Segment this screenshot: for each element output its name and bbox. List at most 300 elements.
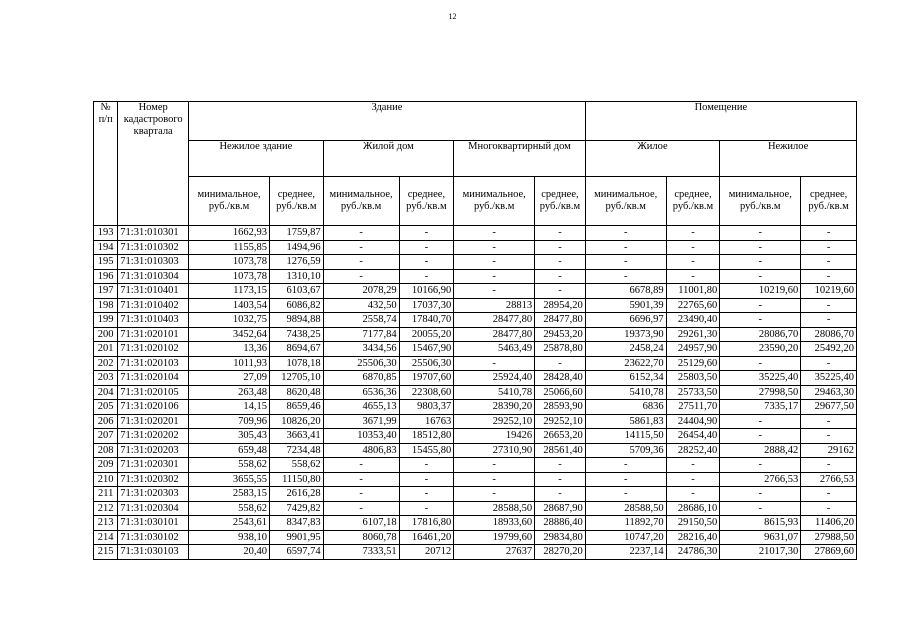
value-cell: 938,10: [189, 530, 270, 545]
value-cell: 29252,10: [454, 414, 535, 429]
value-cell: 19707,60: [399, 371, 454, 386]
table-body: [94, 226, 857, 560]
header-min: минимальное, руб./кв.м: [585, 177, 666, 226]
value-cell: 7335,17: [720, 400, 801, 415]
value-cell: 7333,51: [323, 545, 399, 560]
value-cell: 6152,34: [585, 371, 666, 386]
value-cell: 28086,70: [720, 327, 801, 342]
value-cell: 16763: [399, 414, 454, 429]
value-cell: 28477,80: [535, 313, 586, 328]
table-row: [94, 458, 857, 473]
value-cell: 1073,78: [189, 255, 270, 270]
value-cell: -: [801, 458, 857, 473]
header-avg: среднее, руб./кв.м: [270, 177, 324, 226]
value-cell: 18512,80: [399, 429, 454, 444]
value-cell: -: [801, 298, 857, 313]
value-cell: 1032,75: [189, 313, 270, 328]
value-cell: -: [454, 487, 535, 502]
value-cell: 25506,30: [399, 356, 454, 371]
cadastral-quarter-cell: 71:31:020202: [118, 429, 189, 444]
value-cell: 25733,50: [666, 385, 720, 400]
value-cell: 6103,67: [270, 284, 324, 299]
value-cell: 6696,97: [585, 313, 666, 328]
value-cell: 28886,40: [535, 516, 586, 531]
value-cell: -: [666, 472, 720, 487]
value-cell: -: [720, 487, 801, 502]
table-row: [94, 443, 857, 458]
value-cell: 9803,37: [399, 400, 454, 415]
header-min: минимальное, руб./кв.м: [720, 177, 801, 226]
value-cell: 3663,41: [270, 429, 324, 444]
header-avg: среднее, руб./кв.м: [535, 177, 586, 226]
value-cell: 8620,48: [270, 385, 324, 400]
value-cell: 19426: [454, 429, 535, 444]
value-cell: 17037,30: [399, 298, 454, 313]
value-cell: 432,50: [323, 298, 399, 313]
cadastral-quarter-cell: 71:31:020103: [118, 356, 189, 371]
table-row: [94, 472, 857, 487]
value-cell: 10826,20: [270, 414, 324, 429]
value-cell: 4806,83: [323, 443, 399, 458]
value-cell: 1155,85: [189, 240, 270, 255]
value-cell: 28686,10: [666, 501, 720, 516]
value-cell: -: [801, 226, 857, 241]
row-number-cell: 200: [94, 327, 118, 342]
value-cell: 1403,54: [189, 298, 270, 313]
cadastral-quarter-cell: 71:31:020101: [118, 327, 189, 342]
value-cell: 24404,90: [666, 414, 720, 429]
table-row: [94, 545, 857, 560]
cadastral-quarter-cell: 71:31:010402: [118, 298, 189, 313]
header-nonresidential-building: Нежилое здание: [189, 141, 324, 177]
value-cell: 17816,80: [399, 516, 454, 531]
value-cell: 558,62: [189, 458, 270, 473]
value-cell: -: [666, 226, 720, 241]
value-cell: -: [399, 458, 454, 473]
value-cell: -: [399, 240, 454, 255]
value-cell: -: [720, 255, 801, 270]
value-cell: -: [535, 255, 586, 270]
value-cell: 28477,80: [454, 313, 535, 328]
table-row: [94, 240, 857, 255]
value-cell: 6086,82: [270, 298, 324, 313]
value-cell: 27511,70: [666, 400, 720, 415]
value-cell: -: [801, 487, 857, 502]
value-cell: -: [801, 356, 857, 371]
row-number-cell: 208: [94, 443, 118, 458]
value-cell: 8615,93: [720, 516, 801, 531]
value-cell: 35225,40: [720, 371, 801, 386]
value-cell: -: [535, 356, 586, 371]
value-cell: 27310,90: [454, 443, 535, 458]
row-number-cell: 203: [94, 371, 118, 386]
value-cell: 29162: [801, 443, 857, 458]
value-cell: 29252,10: [535, 414, 586, 429]
row-number-cell: 207: [94, 429, 118, 444]
value-cell: 6536,36: [323, 385, 399, 400]
page-number: 12: [448, 12, 457, 21]
table-row: [94, 284, 857, 299]
value-cell: 3452,64: [189, 327, 270, 342]
value-cell: 2558,74: [323, 313, 399, 328]
table-row: [94, 501, 857, 516]
value-cell: 28561,40: [535, 443, 586, 458]
row-number-cell: 195: [94, 255, 118, 270]
value-cell: 20712: [399, 545, 454, 560]
value-cell: 2766,53: [720, 472, 801, 487]
value-cell: 28588,50: [585, 501, 666, 516]
value-cell: -: [399, 501, 454, 516]
value-cell: -: [801, 414, 857, 429]
value-cell: -: [720, 226, 801, 241]
header-cadastral-quarter: Номер кадастрового квартала: [118, 102, 189, 226]
cadastral-quarter-cell: 71:31:010302: [118, 240, 189, 255]
value-cell: 28687,90: [535, 501, 586, 516]
value-cell: 263,48: [189, 385, 270, 400]
value-cell: -: [323, 255, 399, 270]
cadastral-quarter-cell: 71:31:020201: [118, 414, 189, 429]
header-min: минимальное, руб./кв.м: [189, 177, 270, 226]
cadastral-quarter-cell: 71:31:020303: [118, 487, 189, 502]
value-cell: -: [323, 487, 399, 502]
value-cell: -: [720, 240, 801, 255]
value-cell: 25492,20: [801, 342, 857, 357]
value-cell: 10747,20: [585, 530, 666, 545]
value-cell: 29453,20: [535, 327, 586, 342]
row-number-cell: 201: [94, 342, 118, 357]
table-row: [94, 313, 857, 328]
value-cell: -: [399, 472, 454, 487]
value-cell: -: [399, 255, 454, 270]
row-number-cell: 206: [94, 414, 118, 429]
value-cell: 27637: [454, 545, 535, 560]
table-row: [94, 255, 857, 270]
value-cell: -: [720, 501, 801, 516]
row-number-cell: 211: [94, 487, 118, 502]
value-cell: -: [454, 240, 535, 255]
row-number-cell: 202: [94, 356, 118, 371]
value-cell: 9894,88: [270, 313, 324, 328]
value-cell: -: [801, 269, 857, 284]
value-cell: -: [454, 255, 535, 270]
value-cell: 28270,20: [535, 545, 586, 560]
table-row: [94, 298, 857, 313]
value-cell: -: [720, 313, 801, 328]
value-cell: 16461,20: [399, 530, 454, 545]
value-cell: 18933,60: [454, 516, 535, 531]
value-cell: -: [585, 240, 666, 255]
value-cell: 10219,60: [801, 284, 857, 299]
value-cell: 1494,96: [270, 240, 324, 255]
value-cell: 27988,50: [801, 530, 857, 545]
cadastral-quarter-cell: 71:31:020302: [118, 472, 189, 487]
value-cell: 1310,10: [270, 269, 324, 284]
cadastral-quarter-cell: 71:31:020104: [118, 371, 189, 386]
value-cell: 25129,60: [666, 356, 720, 371]
value-cell: 1662,93: [189, 226, 270, 241]
header-row-number: № п/п: [94, 102, 118, 226]
cadastral-quarter-cell: 71:31:020105: [118, 385, 189, 400]
value-cell: 20,40: [189, 545, 270, 560]
value-cell: 2078,29: [323, 284, 399, 299]
row-number-cell: 199: [94, 313, 118, 328]
value-cell: 6678,89: [585, 284, 666, 299]
row-number-cell: 204: [94, 385, 118, 400]
table-row: [94, 385, 857, 400]
row-number-cell: 194: [94, 240, 118, 255]
value-cell: -: [399, 226, 454, 241]
row-number-cell: 198: [94, 298, 118, 313]
table-row: [94, 516, 857, 531]
value-cell: 7429,82: [270, 501, 324, 516]
cadastral-quarter-cell: 71:31:010301: [118, 226, 189, 241]
value-cell: 2766,53: [801, 472, 857, 487]
value-cell: -: [323, 472, 399, 487]
cadastral-quarter-cell: 71:31:020304: [118, 501, 189, 516]
value-cell: -: [585, 226, 666, 241]
table-row: [94, 356, 857, 371]
value-cell: 8060,78: [323, 530, 399, 545]
value-cell: 22765,60: [666, 298, 720, 313]
value-cell: -: [801, 313, 857, 328]
value-cell: 1276,59: [270, 255, 324, 270]
value-cell: -: [535, 458, 586, 473]
value-cell: 24957,90: [666, 342, 720, 357]
value-cell: 1011,93: [189, 356, 270, 371]
value-cell: 6597,74: [270, 545, 324, 560]
value-cell: -: [666, 487, 720, 502]
value-cell: -: [720, 298, 801, 313]
value-cell: 27998,50: [720, 385, 801, 400]
header-min: минимальное, руб./кв.м: [454, 177, 535, 226]
value-cell: 659,48: [189, 443, 270, 458]
value-cell: 29150,50: [666, 516, 720, 531]
table-row: [94, 269, 857, 284]
value-cell: -: [801, 501, 857, 516]
table-header: [94, 102, 857, 226]
value-cell: 28954,20: [535, 298, 586, 313]
value-cell: -: [535, 487, 586, 502]
value-cell: 27869,60: [801, 545, 857, 560]
value-cell: -: [666, 269, 720, 284]
row-number-cell: 193: [94, 226, 118, 241]
value-cell: 2616,28: [270, 487, 324, 502]
value-cell: -: [720, 458, 801, 473]
value-cell: 23622,70: [585, 356, 666, 371]
value-cell: 11150,80: [270, 472, 324, 487]
cadastral-quarter-cell: 71:31:010401: [118, 284, 189, 299]
cadastral-quarter-cell: 71:31:030103: [118, 545, 189, 560]
cadastral-quarter-cell: 71:31:030101: [118, 516, 189, 531]
value-cell: 23490,40: [666, 313, 720, 328]
value-cell: 26653,20: [535, 429, 586, 444]
value-cell: -: [535, 472, 586, 487]
value-cell: -: [535, 240, 586, 255]
value-cell: -: [585, 487, 666, 502]
value-cell: 2583,15: [189, 487, 270, 502]
row-number-cell: 212: [94, 501, 118, 516]
value-cell: -: [585, 458, 666, 473]
row-number-cell: 215: [94, 545, 118, 560]
value-cell: 11892,70: [585, 516, 666, 531]
value-cell: 29261,30: [666, 327, 720, 342]
value-cell: 5410,78: [585, 385, 666, 400]
value-cell: 28813: [454, 298, 535, 313]
value-cell: 5901,39: [585, 298, 666, 313]
value-cell: 24786,30: [666, 545, 720, 560]
value-cell: 25878,80: [535, 342, 586, 357]
value-cell: -: [535, 284, 586, 299]
row-number-cell: 205: [94, 400, 118, 415]
value-cell: 19799,60: [454, 530, 535, 545]
value-cell: -: [454, 226, 535, 241]
value-cell: 8694,67: [270, 342, 324, 357]
value-cell: -: [535, 269, 586, 284]
value-cell: -: [323, 501, 399, 516]
table-row: [94, 400, 857, 415]
value-cell: 709,96: [189, 414, 270, 429]
table-row: [94, 371, 857, 386]
table-row: [94, 414, 857, 429]
value-cell: -: [585, 269, 666, 284]
value-cell: 14,15: [189, 400, 270, 415]
header-building: Здание: [189, 102, 586, 141]
cadastral-quarter-cell: 71:31:010303: [118, 255, 189, 270]
value-cell: 8659,46: [270, 400, 324, 415]
value-cell: 28428,40: [535, 371, 586, 386]
header-residential-premises: Жилое: [585, 141, 720, 177]
value-cell: 11001,80: [666, 284, 720, 299]
value-cell: -: [720, 356, 801, 371]
value-cell: -: [454, 284, 535, 299]
table-row: [94, 487, 857, 502]
value-cell: 2543,61: [189, 516, 270, 531]
value-cell: -: [454, 269, 535, 284]
header-avg: среднее, руб./кв.м: [399, 177, 454, 226]
value-cell: 1078,18: [270, 356, 324, 371]
value-cell: 11406,20: [801, 516, 857, 531]
header-min: минимальное, руб./кв.м: [323, 177, 399, 226]
value-cell: 3655,55: [189, 472, 270, 487]
value-cell: 4655,13: [323, 400, 399, 415]
value-cell: 9901,95: [270, 530, 324, 545]
row-number-cell: 197: [94, 284, 118, 299]
header-nonresidential-premises: Нежилое: [720, 141, 857, 177]
header-premises: Помещение: [585, 102, 856, 141]
value-cell: 5709,36: [585, 443, 666, 458]
value-cell: 25066,60: [535, 385, 586, 400]
row-number-cell: 209: [94, 458, 118, 473]
value-cell: 25924,40: [454, 371, 535, 386]
value-cell: 28390,20: [454, 400, 535, 415]
value-cell: 29463,30: [801, 385, 857, 400]
value-cell: -: [801, 255, 857, 270]
value-cell: -: [801, 240, 857, 255]
value-cell: 17840,70: [399, 313, 454, 328]
value-cell: 28086,70: [801, 327, 857, 342]
value-cell: 28216,40: [666, 530, 720, 545]
value-cell: 305,43: [189, 429, 270, 444]
table-row: [94, 530, 857, 545]
row-number-cell: 210: [94, 472, 118, 487]
value-cell: 6870,85: [323, 371, 399, 386]
value-cell: 10219,60: [720, 284, 801, 299]
value-cell: -: [801, 429, 857, 444]
header-avg: среднее, руб./кв.м: [666, 177, 720, 226]
value-cell: 28477,80: [454, 327, 535, 342]
value-cell: -: [454, 356, 535, 371]
value-cell: 558,62: [189, 501, 270, 516]
value-cell: 28593,90: [535, 400, 586, 415]
value-cell: 1759,87: [270, 226, 324, 241]
cadastral-quarter-cell: 71:31:020106: [118, 400, 189, 415]
cadastral-quarter-cell: 71:31:020203: [118, 443, 189, 458]
cadastral-quarter-cell: 71:31:020102: [118, 342, 189, 357]
value-cell: 5861,83: [585, 414, 666, 429]
value-cell: -: [323, 226, 399, 241]
value-cell: 23590,20: [720, 342, 801, 357]
header-apartment-building: Многоквартирный дом: [454, 141, 586, 177]
value-cell: -: [720, 269, 801, 284]
value-cell: -: [585, 255, 666, 270]
value-cell: 1073,78: [189, 269, 270, 284]
value-cell: -: [454, 472, 535, 487]
header-residential-house: Жилой дом: [323, 141, 454, 177]
value-cell: 28588,50: [454, 501, 535, 516]
value-cell: -: [585, 472, 666, 487]
value-cell: 14115,50: [585, 429, 666, 444]
value-cell: 2458,24: [585, 342, 666, 357]
value-cell: -: [666, 240, 720, 255]
header-avg: среднее, руб./кв.м: [801, 177, 857, 226]
value-cell: -: [720, 429, 801, 444]
value-cell: 1173,15: [189, 284, 270, 299]
value-cell: -: [535, 226, 586, 241]
value-cell: 27,09: [189, 371, 270, 386]
value-cell: 22308,60: [399, 385, 454, 400]
value-cell: -: [399, 269, 454, 284]
value-cell: 21017,30: [720, 545, 801, 560]
table-row: [94, 327, 857, 342]
cadastral-quarter-cell: 71:31:010304: [118, 269, 189, 284]
cadastral-quarter-cell: 71:31:020301: [118, 458, 189, 473]
value-cell: 25803,50: [666, 371, 720, 386]
value-cell: 25506,30: [323, 356, 399, 371]
row-number-cell: 214: [94, 530, 118, 545]
value-cell: -: [666, 255, 720, 270]
value-cell: 29834,80: [535, 530, 586, 545]
value-cell: 12705,10: [270, 371, 324, 386]
value-cell: 5463,49: [454, 342, 535, 357]
value-cell: 35225,40: [801, 371, 857, 386]
value-cell: 2888,42: [720, 443, 801, 458]
value-cell: 29677,50: [801, 400, 857, 415]
row-number-cell: 196: [94, 269, 118, 284]
table-row: [94, 226, 857, 241]
value-cell: 558,62: [270, 458, 324, 473]
value-cell: -: [323, 458, 399, 473]
cadastral-quarter-cell: 71:31:010403: [118, 313, 189, 328]
value-cell: 15467,90: [399, 342, 454, 357]
value-cell: 3434,56: [323, 342, 399, 357]
value-cell: -: [323, 240, 399, 255]
value-cell: 2237,14: [585, 545, 666, 560]
value-cell: 6836: [585, 400, 666, 415]
value-cell: 13,36: [189, 342, 270, 357]
value-cell: 10166,90: [399, 284, 454, 299]
table-row: [94, 429, 857, 444]
value-cell: -: [323, 269, 399, 284]
